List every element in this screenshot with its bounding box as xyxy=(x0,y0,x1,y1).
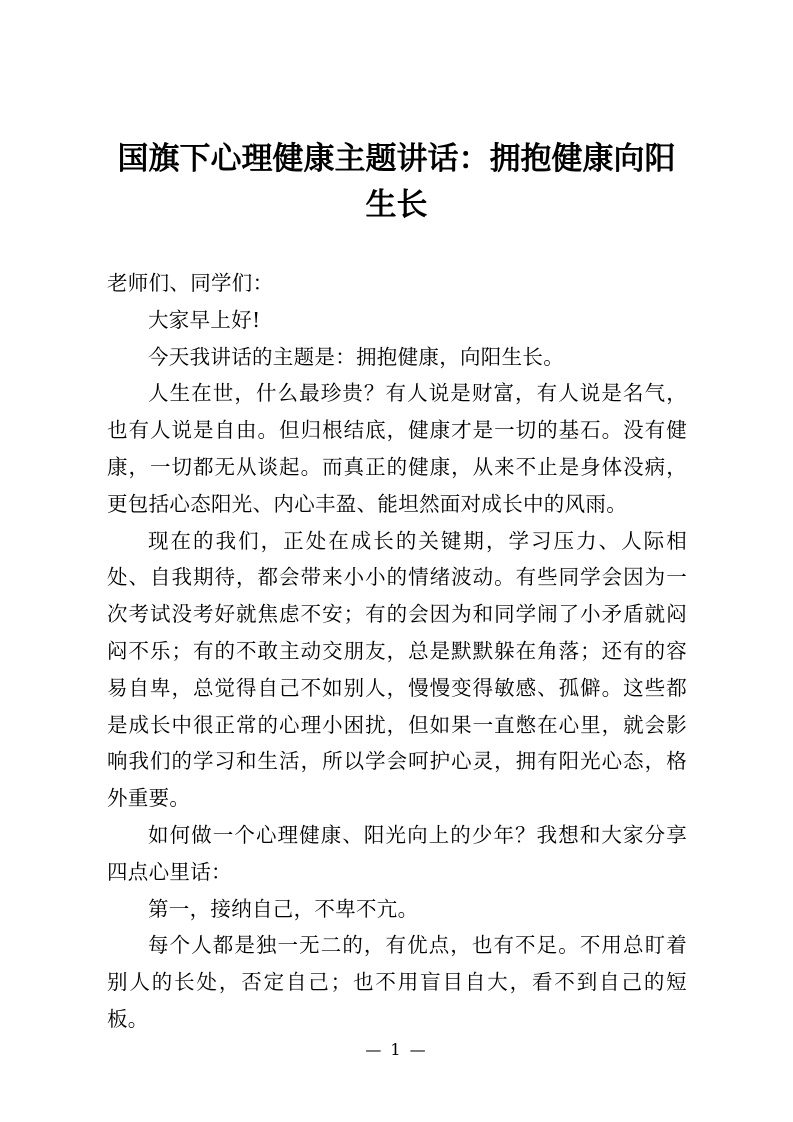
paragraph-how-to: 如何做一个心理健康、阳光向上的少年？我想和大家分享四点心里话： xyxy=(107,822,687,884)
paragraph-growth: 现在的我们，正处在成长的关键期，学习压力、人际相处、自我期待，都会带来小小的情绪波动。有些同学会因为一次考试没考好就焦虑不安；有的会因为和同学闹了小矛盾就闷闷不乐；有的不敢主动交朋友，总是默默躲在角落；还有的容易自卑，总觉得自己不如别人，慢慢变得敏感、孤僻。这些都是成长中很正常的心理小困扰，但如果一直憋在心里，就会影响我们的学习和生活，所以学会呵护心灵，拥有阳光心态，格外重要。 xyxy=(107,528,687,811)
paragraph-unique: 每个人都是独一无二的，有优点，也有不足。不用总盯着别人的长处，否定自己；也不用盲目自大，看不到自己的短板。 xyxy=(107,933,687,1031)
page-number: — 1 — xyxy=(365,1040,428,1059)
salutation: 老师们、同学们： xyxy=(107,271,274,295)
paragraph-health: 人生在世，什么最珍贵？有人说是财富，有人说是名气，也有人说是自由。但归根结底，健康才是一切的基石。没有健康，一切都无从谈起。而真正的健康，从来不止是身体没病，更包括心态阳光、内心丰盈、能坦然面对成长中的风雨。 xyxy=(107,381,687,516)
paragraph-topic: 今天我讲话的主题是：拥抱健康，向阳生长。 xyxy=(148,344,564,369)
paragraph-point-one: 第一，接纳自己，不卑不亢。 xyxy=(148,896,419,921)
greeting: 大家早上好! xyxy=(148,307,261,332)
title-line-1: 国旗下心理健康主题讲话：拥抱健康向阳 xyxy=(117,141,676,177)
document-body xyxy=(107,265,687,1038)
document-title xyxy=(100,136,693,228)
title-line-2: 生长 xyxy=(365,187,428,223)
